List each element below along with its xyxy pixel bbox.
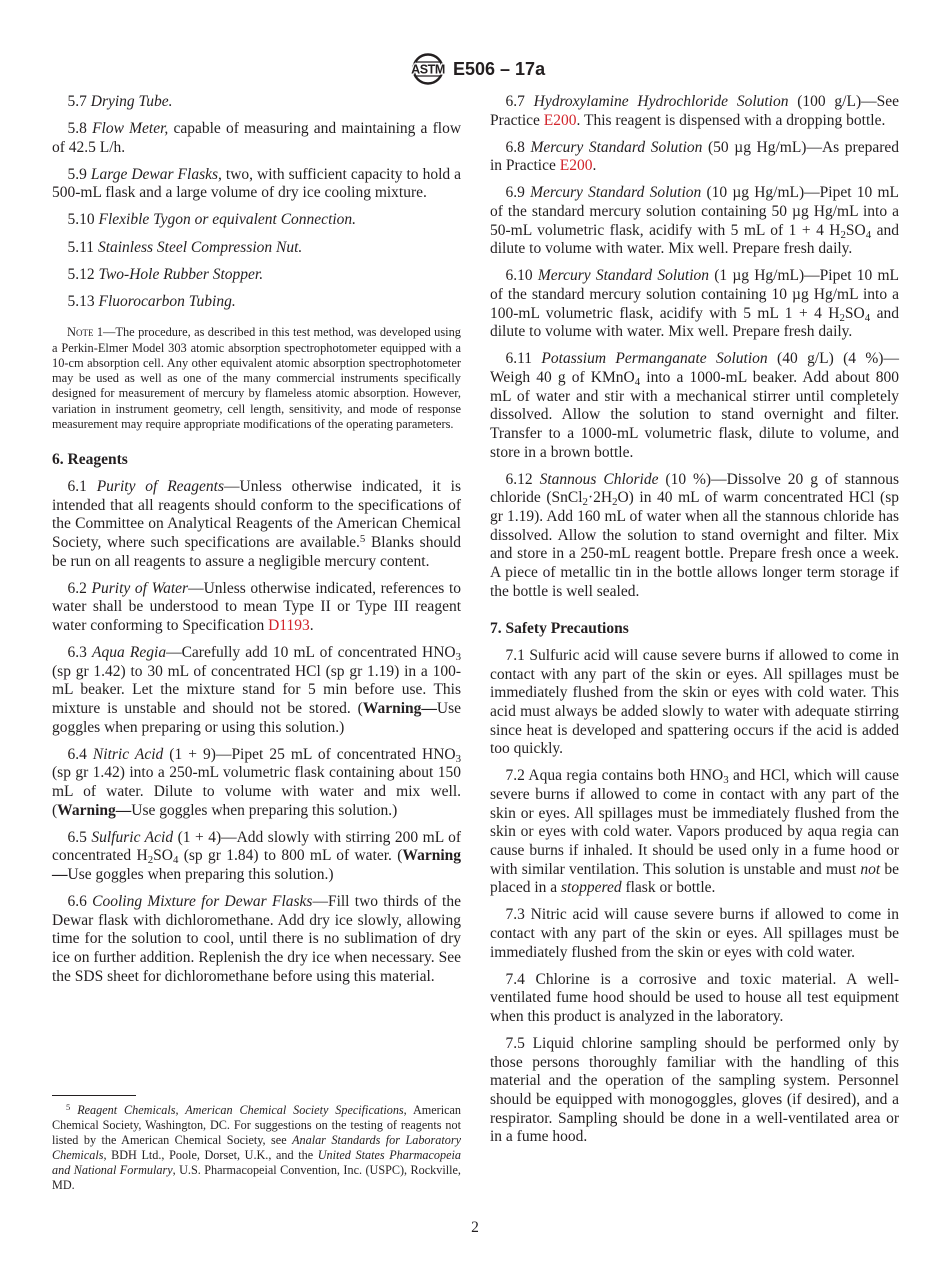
clause-5-13	[52, 293, 461, 312]
subscript: 4	[172, 854, 179, 867]
text-run: 6.3	[67, 643, 93, 661]
subscript: 2	[147, 854, 154, 867]
text-run: capable of measuring and maintaining a flow of 42.5 L/h.	[52, 120, 462, 156]
text-run: and HCl, which will cause severe burns if allowed to come in contact with any part of the skin or eyes. All spillages must be immediately flushed from the skin or eyes with cold water. Vapors produced by aqua regia can cause burns if inhaled. It should be used only in a fume hood or with similar ventilation. This solution is unstable and must	[490, 767, 899, 878]
page-header	[0, 50, 950, 88]
clause-5-10	[52, 211, 461, 230]
text-run: 7.2 Aqua regia contains both HNO	[505, 767, 724, 785]
text-run: 5.7	[67, 93, 91, 110]
text-run: . This reagent is dispensed with a dropping bottle.	[576, 111, 886, 129]
clause-6-2	[52, 580, 461, 636]
italic-text: Large Dewar Flasks,	[90, 165, 222, 183]
text-run: (sp gr 1.84) to 800 mL of water. (	[178, 847, 403, 865]
clause-5-8	[52, 120, 461, 157]
text-run: O) in 40 mL of warm concentrated HCl (sp gr 1.19). Add 160 mL of water when all the stannous chloride has dissolved. Allow the solution to stand overnight and filter. Mix and store in a 250-mL reagent bottle. Prepare fresh once a week. A piece of metallic tin in the bottle allows longer term storage if the bottle is well sealed.	[490, 489, 899, 600]
text-run: 6.6	[67, 892, 93, 910]
text-run: and dilute to volume with water. Mix well. Prepare fresh daily.	[490, 304, 899, 341]
subscript: 2	[582, 496, 588, 509]
section-heading	[52, 451, 461, 470]
subscript: 2	[840, 228, 846, 241]
italic-text: not	[860, 860, 881, 878]
text-run: 6.2	[67, 579, 92, 597]
subscript: 2	[612, 496, 618, 509]
text-run: , American Chemical Society, Washington, DC. For suggestions on the testing of reagents not listed by the American Chemical Society, see	[52, 1103, 461, 1147]
italic-text: Cooling Mixture for Dewar Flasks	[92, 892, 313, 910]
text-run: (40 g/L) (4 %)—Weigh 40 g of KMnO	[490, 350, 899, 387]
text-run: .	[592, 157, 597, 175]
italic-text: Stainless Steel Compression Nut.	[97, 238, 303, 256]
text-run: 5.12	[67, 265, 99, 283]
left-column	[52, 93, 461, 986]
text-run: —Carefully add 10 mL of concentrated HNO	[166, 643, 456, 661]
italic-text: Mercury Standard Solution	[530, 138, 703, 156]
text-run: 7.1 Sulfuric acid will cause severe burns if allowed to come in contact with any part of the skin or eyes. All spillages must be immediately flushed from the skin or eyes with cold water. This acid must always be added slowly to water with adequate stirring since heat is developed and spattering occurs if the acid is added too quickly.	[490, 646, 899, 758]
text-run: two, with sufficient capacity to hold a 500-mL flask and a large volume of dry ice cooling mixture.	[52, 165, 462, 202]
link-d1193[interactable]: D1193	[268, 616, 310, 634]
link-e200[interactable]: E200	[543, 111, 577, 129]
right-column	[490, 93, 899, 1147]
text-run: (1 µg Hg/mL)—Pipet 10 mL of the standard mercury solution containing 10 µg Hg/mL into a 100-mL volumetric flask, acidify with 5 mL 1 + 4 H	[490, 267, 899, 322]
logo-lettering: ASTM	[411, 62, 445, 77]
italic-text: Reagent Chemicals, American Chemical Society Specifications	[77, 1103, 404, 1117]
text-run: Blanks should be run on all reagents to assure a negligible mercury content.	[52, 533, 461, 570]
italic-text: Aqua Regia	[92, 643, 167, 661]
clause-7-3	[490, 906, 899, 962]
italic-text: Sulfuric Acid	[91, 828, 174, 846]
clause-5-9	[52, 166, 461, 203]
superscript: 5	[66, 1102, 71, 1113]
text-run: 7.4 Chlorine is a corrosive and toxic material. A well-ventilated fume hood should be used to house all test equipment when this product is analyzed in the laboratory.	[490, 970, 899, 1025]
clause-6-11	[490, 350, 899, 462]
text-run: 6. Reagents	[52, 450, 128, 468]
text-run: 6.4	[67, 745, 93, 763]
page-number: 2	[471, 1219, 479, 1236]
subscript: 4	[864, 311, 871, 324]
note-1	[52, 325, 461, 432]
text-run: (sp gr 1.42) to 30 mL of concentrated HCl (sp gr 1.19) in a 100-mL beaker. Let the mixture stand for 5 min before use. This mixture is unstable and should not be stored. (	[52, 662, 461, 717]
text-run: .	[309, 616, 314, 634]
link-e200[interactable]: E200	[559, 157, 593, 175]
text-run: 6.1	[67, 477, 97, 495]
clause-6-9	[490, 184, 899, 259]
text-run: 5.8	[67, 120, 93, 138]
subscript: 3	[455, 752, 462, 765]
clause-7-5	[490, 1035, 899, 1147]
text-run: into a 1000-mL beaker. Add about 800 mL of water and stir with a mechanical stirrer until completely dissolved. Allow the solution to stand overnight and filter. Transfer to a 1000-mL volumetric flask, dilute to volume, and store in a brown bottle.	[490, 369, 900, 461]
italic-text: stoppered	[561, 879, 622, 897]
text-run: 7.5 Liquid chlorine sampling should be performed only by those persons thoroughly familiar with the handling of this material and the operation of the sampling system. Personnel should be equipped with monogoggles, gloves (if desired), and a respirator. Sampling should be done in a well-ventilated area or in a fume hood.	[490, 1034, 899, 1146]
text-run: —Unless otherwise indicated, references to water shall be understood to mean Type II or Type III reagent water conforming to Specification	[52, 579, 462, 634]
text-run: 6.5	[67, 828, 92, 846]
text-run: be placed in a	[490, 860, 899, 897]
clause-6-8	[490, 139, 899, 176]
text-run: , BDH Ltd., Poole, Dorset, U.K., and the	[103, 1148, 318, 1162]
text-run: 5.10	[67, 211, 99, 229]
subscript: 3	[455, 650, 462, 663]
subscript: 2	[839, 311, 845, 324]
text-run: Use goggles when preparing this solution.)	[131, 801, 398, 819]
italic-text: Nitric Acid	[92, 745, 164, 763]
text-run: (1 + 4)—Add slowly with stirring 200 mL of concentrated H	[52, 828, 462, 865]
italic-text: Potassium Permanganate Solution	[541, 350, 768, 368]
clause-6-6	[52, 893, 461, 986]
text-run: SO	[153, 847, 173, 865]
text-run: 7. Safety Precautions	[490, 619, 629, 637]
text-run: Use goggles when preparing this solution.)	[67, 865, 334, 883]
text-run: 6.8	[505, 138, 531, 156]
clause-7-4	[490, 971, 899, 1027]
clause-6-4	[52, 746, 461, 821]
text-run: 7.3 Nitric acid will cause severe burns if allowed to come in contact with any part of the skin or eyes. All spillages must be immediately flushed from the skin or eyes with cold water.	[490, 906, 899, 961]
italic-text: Purity of Reagents	[96, 477, 225, 495]
clause-6-12	[490, 471, 899, 602]
subscript: 3	[723, 774, 729, 787]
text-run: (1 + 9)—Pipet 25 mL of concentrated HNO	[163, 745, 456, 763]
text-run: —Unless otherwise indicated, it is intended that all reagents should conform to the specifications of the Committee on Analytical Reagents of the American Chemical Society, where such specifications are available.	[52, 477, 461, 551]
text-run: 6.9	[505, 184, 531, 202]
astm-logo	[407, 51, 449, 87]
text-run: SO	[844, 304, 865, 322]
bold-text: Warning—	[362, 699, 437, 717]
text-run: flask or bottle.	[621, 879, 716, 897]
text-run: 6.11	[505, 350, 542, 368]
italic-text: United States Pharmacopeia and National Formulary	[52, 1148, 461, 1177]
clause-6-1	[52, 478, 461, 571]
text-run: 5.11	[67, 238, 98, 256]
bold-text: Warning—	[57, 801, 132, 819]
clause-6-7	[490, 93, 899, 130]
clause-5-7	[52, 93, 461, 112]
subscript: 4	[634, 376, 641, 389]
clause-6-3	[52, 644, 461, 737]
text-run: (10 µg Hg/mL)—Pipet 10 mL of the standard mercury solution containing 50 µg Hg/mL into a 50-mL volumetric flask, acidify with 5 mL of 1 + 4 H	[490, 184, 899, 239]
italic-text: Flexible Tygon or equivalent Connection.	[98, 211, 357, 229]
text-run: 6.10	[505, 267, 538, 285]
italic-text: Flow Meter,	[92, 120, 169, 138]
footnote-5	[52, 1103, 461, 1193]
text-run: 1—The procedure, as described in this test method, was developed using a Perkin-Elmer Model 303 atomic absorption spectrophotometer equipped with a 10-cm absorption cell. Any other equivalent atomic absorption spectrophotometer may be used as well as one of the many commercial instruments specifically designed for measurement of mercury by flameless atomic absorption. However, variation in instrument geometry, cell length, sensitivity, and mode of response measurement may require appropriate modifications of the operating parameters.	[52, 325, 461, 432]
text-run: 5.9	[67, 165, 91, 183]
superscript: 5	[359, 532, 366, 545]
italic-text: Two-Hole Rubber Stopper.	[98, 265, 264, 283]
text-run: ·2H	[587, 489, 613, 507]
small-caps-label: Note	[67, 325, 94, 340]
footnote-rule	[52, 1095, 136, 1096]
italic-text: Mercury Standard Solution	[530, 184, 702, 202]
clause-7-2	[490, 767, 899, 898]
section-heading	[490, 620, 899, 639]
text-run: 5.13	[67, 292, 99, 310]
italic-text: Purity of Water	[91, 579, 189, 597]
italic-text: Fluorocarbon Tubing.	[98, 292, 236, 310]
text-run: , U.S. Pharmacopeial Convention, Inc. (USPC), Rockville, MD.	[52, 1163, 461, 1192]
italic-text: Analar Standards for Laboratory Chemicals	[52, 1133, 461, 1162]
text-run: SO	[845, 221, 866, 239]
clause-7-1	[490, 647, 899, 759]
text-run: 6.12	[505, 470, 540, 488]
text-run: (50 µg Hg/mL)—As prepared in Practice	[490, 138, 900, 175]
italic-text: Drying Tube.	[90, 93, 173, 110]
text-run: (100 g/L)—See Practice	[490, 93, 899, 129]
standard-designation: E506 – 17a	[453, 59, 546, 79]
bold-text: Warning—	[52, 847, 461, 883]
clause-5-12	[52, 266, 461, 285]
text-run: —Fill two thirds of the Dewar flask with dichloromethane. Add dry ice slowly, allowing time for the solution to cool, until there is no sublimation of dry ice on further addition. Replenish the dry ice when necessary. See the SDS sheet for dichloromethane before using this material.	[52, 892, 461, 985]
italic-text: Mercury Standard Solution	[537, 267, 709, 285]
text-run: (sp gr 1.42) into a 250-mL volumetric flask containing about 150 mL of water. Dilute to volume with water and mix well. (	[52, 764, 461, 819]
text-run: (10 %)—Dissolve 20 g of stannous chloride (SnCl	[490, 470, 900, 507]
clause-6-5	[52, 829, 461, 885]
text-run: 6.7	[505, 93, 534, 110]
clause-5-11	[52, 239, 461, 258]
italic-text: Hydroxylamine Hydrochloride Solution	[533, 93, 789, 110]
text-run: and dilute to volume with water. Mix well. Prepare fresh daily.	[490, 221, 899, 258]
italic-text: Stannous Chloride	[539, 470, 659, 488]
text-run: Use goggles when preparing or using this solution.)	[52, 699, 461, 736]
clause-6-10	[490, 267, 899, 342]
subscript: 4	[865, 228, 872, 241]
